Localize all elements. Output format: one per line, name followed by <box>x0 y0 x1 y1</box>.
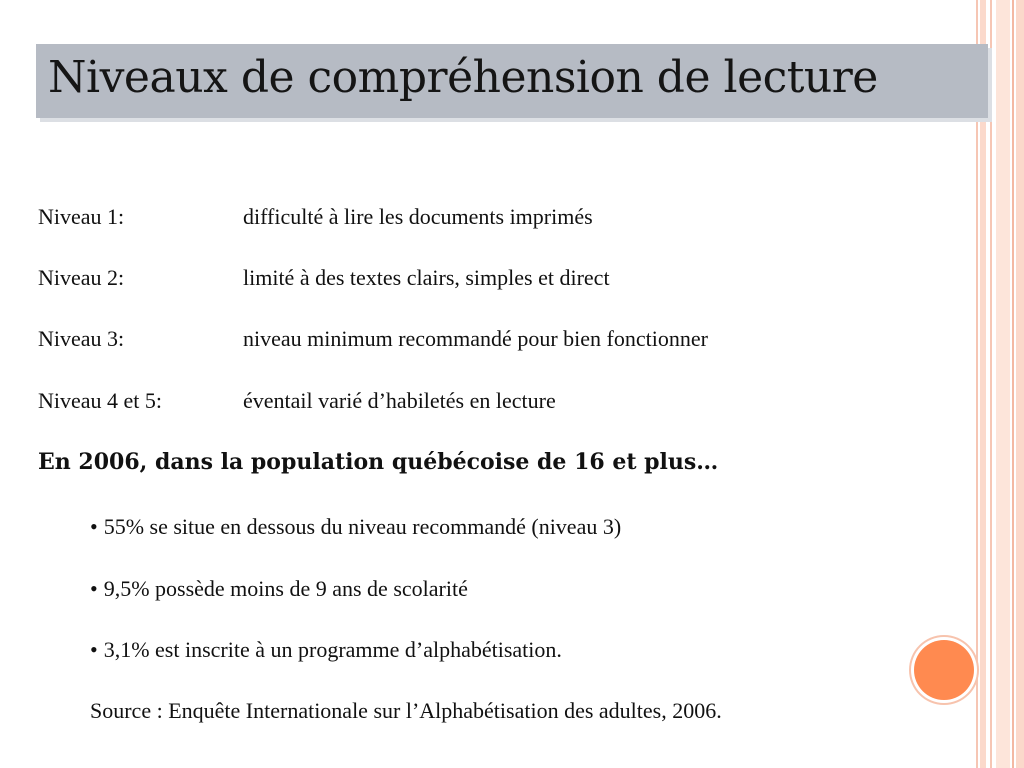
level-label: Niveau 1: <box>38 204 125 229</box>
level-description: éventail varié d’habiletés en lecture <box>243 388 556 413</box>
bullet-icon: • <box>90 576 98 601</box>
stat-bullet-item <box>90 637 562 663</box>
level-label: Niveau 2: <box>38 265 125 290</box>
bullet-icon: • <box>90 637 98 662</box>
stats-heading: En 2006, dans la population québécoise de 16 et plus… <box>38 449 719 475</box>
stat-text: 3,1% est inscrite à un programme d’alphabétisation. <box>103 637 562 662</box>
stat-bullet-item <box>90 514 621 540</box>
decorative-stripe <box>996 0 1010 768</box>
orange-circle-icon <box>914 640 974 700</box>
level-description: niveau minimum recommandé pour bien fonctionner <box>243 326 708 351</box>
stat-bullet-item <box>90 576 468 602</box>
decorative-stripe <box>1012 0 1014 768</box>
level-label: Niveau 4 et 5: <box>38 388 163 413</box>
level-description: difficulté à lire les documents imprimés <box>243 204 593 229</box>
bullet-icon: • <box>90 514 98 539</box>
stat-text: 55% se situe en dessous du niveau recommandé (niveau 3) <box>103 514 622 539</box>
slide-title: Niveaux de compréhension de lecture <box>48 52 878 103</box>
decorative-stripe <box>1016 0 1024 768</box>
stat-text: 9,5% possède moins de 9 ans de scolarité <box>103 576 468 601</box>
level-label: Niveau 3: <box>38 326 125 351</box>
level-description: limité à des textes clairs, simples et direct <box>243 265 610 290</box>
source-citation: Source : Enquête Internationale sur l’Alphabétisation des adultes, 2006. <box>90 698 722 723</box>
